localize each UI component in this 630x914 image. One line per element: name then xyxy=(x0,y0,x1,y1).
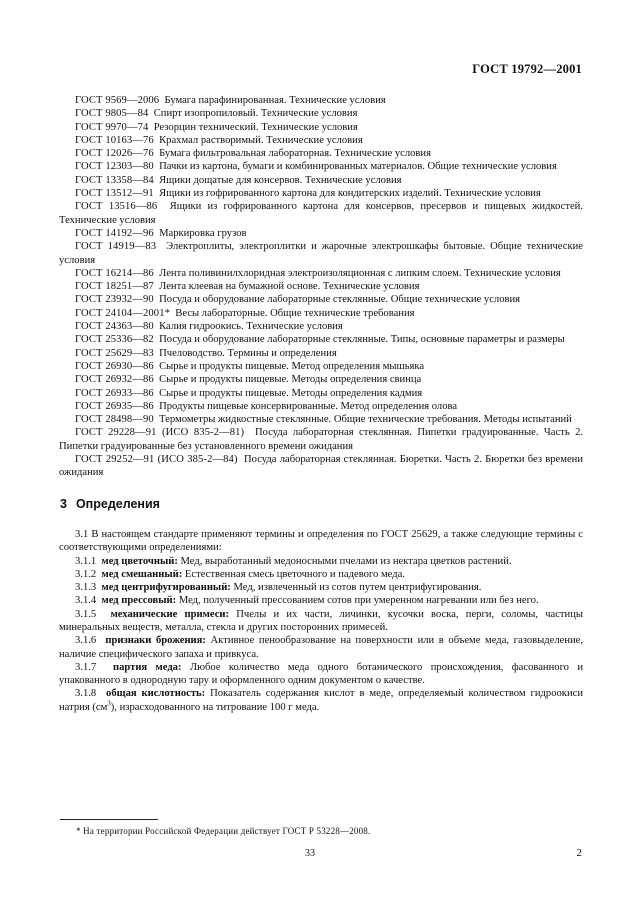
reference-title: Маркировка грузов xyxy=(159,227,247,239)
reference-title: Посуда лабораторная стеклянная. Пипетки градуированные. Часть 2. Пипетки градуированные без установленного времени ожидания xyxy=(59,427,584,452)
definition-number: 3.1.7 xyxy=(75,661,97,673)
reference-title: Посуда лабораторная стеклянная. Бюретки. Часть 2. Бюретки без времени ожидания xyxy=(59,454,584,479)
reference-item xyxy=(59,267,583,280)
reference-item xyxy=(59,453,583,480)
reference-item xyxy=(59,347,583,360)
reference-item xyxy=(59,94,583,107)
definition-item xyxy=(59,608,583,635)
reference-title: Калия гидроокись. Технические условия xyxy=(159,321,343,333)
definition-item xyxy=(59,581,583,594)
definition-item xyxy=(59,594,583,607)
definition-text: Активное пенообразование на поверхности или в объеме меда, газовыделение, наличие специфического запаха и привкуса. xyxy=(59,635,584,660)
reference-code: ГОСТ 13516—86 xyxy=(75,201,158,213)
footnote: * На территории Российской Федерации действует ГОСТ Р 53228—2008. xyxy=(76,826,371,836)
reference-code: ГОСТ 12026—76 xyxy=(75,148,154,160)
reference-title: Ящики из гофрированного картона для кондитерских изделий. Технические условия xyxy=(159,188,541,200)
definition-number: 3.1.8 xyxy=(75,688,97,700)
reference-item xyxy=(59,320,583,333)
definition-term: механические примеси: xyxy=(110,608,230,620)
definition-number: 3.1.6 xyxy=(75,635,97,647)
definition-item xyxy=(59,661,583,688)
reference-code: ГОСТ 24104—2001* xyxy=(75,307,170,319)
reference-code: ГОСТ 25629—83 xyxy=(75,347,154,359)
definitions-intro: 3.1 В настоящем стандарте применяют термины и определения по ГОСТ 25629, а также следующие термины с соответствующими определениями: xyxy=(59,528,583,554)
footnote-divider xyxy=(60,819,158,820)
definition-text: Естественная смесь цветочного и падевого меда. xyxy=(184,568,405,580)
reference-item xyxy=(59,307,583,320)
reference-code: ГОСТ 13358—84 xyxy=(75,174,154,186)
reference-title: Бумага парафинированная. Технические условия xyxy=(164,95,386,106)
definition-term: общая кислотность: xyxy=(106,688,206,700)
reference-item xyxy=(59,160,583,173)
definition-term: мед прессовый: xyxy=(101,595,177,607)
reference-item xyxy=(59,413,583,426)
reference-code: ГОСТ 18251—87 xyxy=(75,281,154,293)
document-number: ГОСТ 19792—2001 xyxy=(472,62,582,76)
definition-term: мед цветочный: xyxy=(101,555,178,567)
definition-term: признаки брожения: xyxy=(105,635,206,647)
reference-code: ГОСТ 12303—80 xyxy=(75,161,154,173)
page-number-right: 2 xyxy=(576,847,582,859)
reference-item xyxy=(59,227,583,240)
reference-title: Крахмал растворимый. Технические условия xyxy=(159,134,363,146)
page-number-center: 33 xyxy=(305,848,315,859)
reference-title: Резорцин технический. Технические условия xyxy=(153,121,358,133)
reference-title: Электроплиты, электроплитки и жарочные электрошкафы бытовые. Общие технические условия xyxy=(59,241,583,266)
reference-title: Посуда и оборудование лабораторные стеклянные. Типы, основные параметры и размеры xyxy=(159,334,565,346)
reference-title: Спирт изопропиловый. Технические условия xyxy=(153,108,358,120)
reference-title: Лента клеевая на бумажной основе. Технические условия xyxy=(159,281,420,293)
definition-text-end: ), израсходованного на титрование 100 г меда. xyxy=(110,701,320,713)
reference-title: Сырье и продукты пищевые. Методы определения свинца xyxy=(159,374,422,386)
definition-item xyxy=(59,555,583,568)
reference-title: Посуда и оборудование лабораторные стеклянные. Общие технические условия xyxy=(159,294,521,306)
reference-item xyxy=(59,240,583,267)
definition-text: Мед, полученный прессованием сотов при умеренном нагревании или без него. xyxy=(178,595,539,607)
reference-code: ГОСТ 16214—86 xyxy=(75,267,154,279)
reference-code: ГОСТ 14919—83 xyxy=(75,241,157,253)
reference-title: Пачки из картона, бумаги и комбинированных материалов. Общие технические условия xyxy=(159,161,557,173)
reference-item xyxy=(59,360,583,373)
section-title: Определения xyxy=(75,496,160,511)
definition-term: партия меда: xyxy=(112,661,182,673)
reference-item xyxy=(59,187,583,200)
definition-number: 3.1.3 xyxy=(75,582,97,594)
reference-code: ГОСТ 9805—84 xyxy=(75,108,149,120)
reference-item xyxy=(59,280,583,293)
reference-code: ГОСТ 24363—80 xyxy=(75,321,154,333)
reference-code: ГОСТ 26933—86 xyxy=(75,387,154,399)
reference-code: ГОСТ 9970—74 xyxy=(75,121,149,133)
reference-item xyxy=(59,293,583,306)
definition-item xyxy=(59,568,583,581)
definition-item xyxy=(59,634,583,661)
definition-text: Мед, извлеченный из сотов путем центрифугирования. xyxy=(233,582,482,594)
reference-item xyxy=(59,426,583,453)
superscript: 3 xyxy=(107,699,111,708)
reference-code: ГОСТ 29228—91 (ИСО 835-2—81) xyxy=(75,427,245,439)
reference-item xyxy=(59,174,583,187)
definition-number: 3.1.2 xyxy=(75,568,97,580)
reference-title: Ящики из гофрированного картона для консервов, пресервов и пищевых жидкостей. Технические условия xyxy=(59,201,583,226)
reference-code: ГОСТ 26930—86 xyxy=(75,360,154,372)
section-heading xyxy=(59,498,583,511)
definition-item xyxy=(59,687,583,714)
reference-title: Лента поливинилхлоридная электроизоляционная с липким слоем. Технические условия xyxy=(159,267,561,279)
section-number: 3 xyxy=(60,496,67,511)
reference-title: Сырье и продукты пищевые. Методы определения кадмия xyxy=(159,387,423,399)
reference-code: ГОСТ 25336—82 xyxy=(75,334,154,346)
definition-term: мед смешанный: xyxy=(101,568,183,580)
definition-text: Мед, выработанный медоносными пчелами из нектара цветков растений. xyxy=(180,555,512,567)
reference-code: ГОСТ 29252—91 (ИСО 385-2—84) xyxy=(75,454,238,466)
reference-title: Весы лабораторные. Общие технические требования xyxy=(175,307,415,319)
reference-code: ГОСТ 13512—91 xyxy=(75,188,154,200)
definition-text: Показатель содержания кислот в меде, определяемый количеством гидроокиси натрия (см xyxy=(59,688,583,713)
reference-item xyxy=(59,400,583,413)
reference-title: Продукты пищевые консервированные. Метод определения олова xyxy=(159,400,458,412)
reference-item xyxy=(59,387,583,400)
reference-title: Сырье и продукты пищевые. Метод определения мышьяка xyxy=(159,360,425,372)
document-body xyxy=(59,94,583,714)
reference-item xyxy=(59,134,583,147)
definition-number: 3.1.5 xyxy=(75,608,97,620)
definition-term: мед центрифугированный: xyxy=(101,582,231,594)
reference-item xyxy=(59,147,583,160)
reference-item xyxy=(59,121,583,134)
reference-title: Пчеловодство. Термины и определения xyxy=(159,347,337,359)
definition-text: Пчелы и их части, личинки, кусочки воска, перги, соломы, частицы минеральных веществ, металла, стекла и других посторонних примесей. xyxy=(59,608,584,633)
reference-code: ГОСТ 14192—96 xyxy=(75,227,154,239)
definition-number: 3.1.1 xyxy=(75,555,97,567)
reference-title: Бумага фильтровальная лабораторная. Технические условия xyxy=(159,148,431,160)
definitions-list xyxy=(59,555,583,688)
reference-code: ГОСТ 26932—86 xyxy=(75,374,154,386)
reference-code: ГОСТ 26935—86 xyxy=(75,400,154,412)
reference-item xyxy=(59,373,583,386)
reference-code: ГОСТ 9569—2006 xyxy=(75,95,160,106)
reference-item xyxy=(59,333,583,346)
definition-number: 3.1.4 xyxy=(75,595,97,607)
reference-code: ГОСТ 23932—90 xyxy=(75,294,154,306)
reference-code: ГОСТ 10163—76 xyxy=(75,134,154,146)
normative-references-list xyxy=(59,94,583,480)
reference-code: ГОСТ 28498—90 xyxy=(75,414,154,426)
definition-text: Любое количество меда одного ботанического происхождения, фасованного и упакованного в однородную тару и оформленного одним документом о качестве. xyxy=(59,661,584,687)
reference-item xyxy=(59,107,583,120)
reference-title: Термометры жидкостные стеклянные. Общие технические требования. Методы испытаний xyxy=(159,414,572,426)
reference-title: Ящики дощатые для консервов. Технические условия xyxy=(159,174,402,186)
reference-item xyxy=(59,200,583,227)
